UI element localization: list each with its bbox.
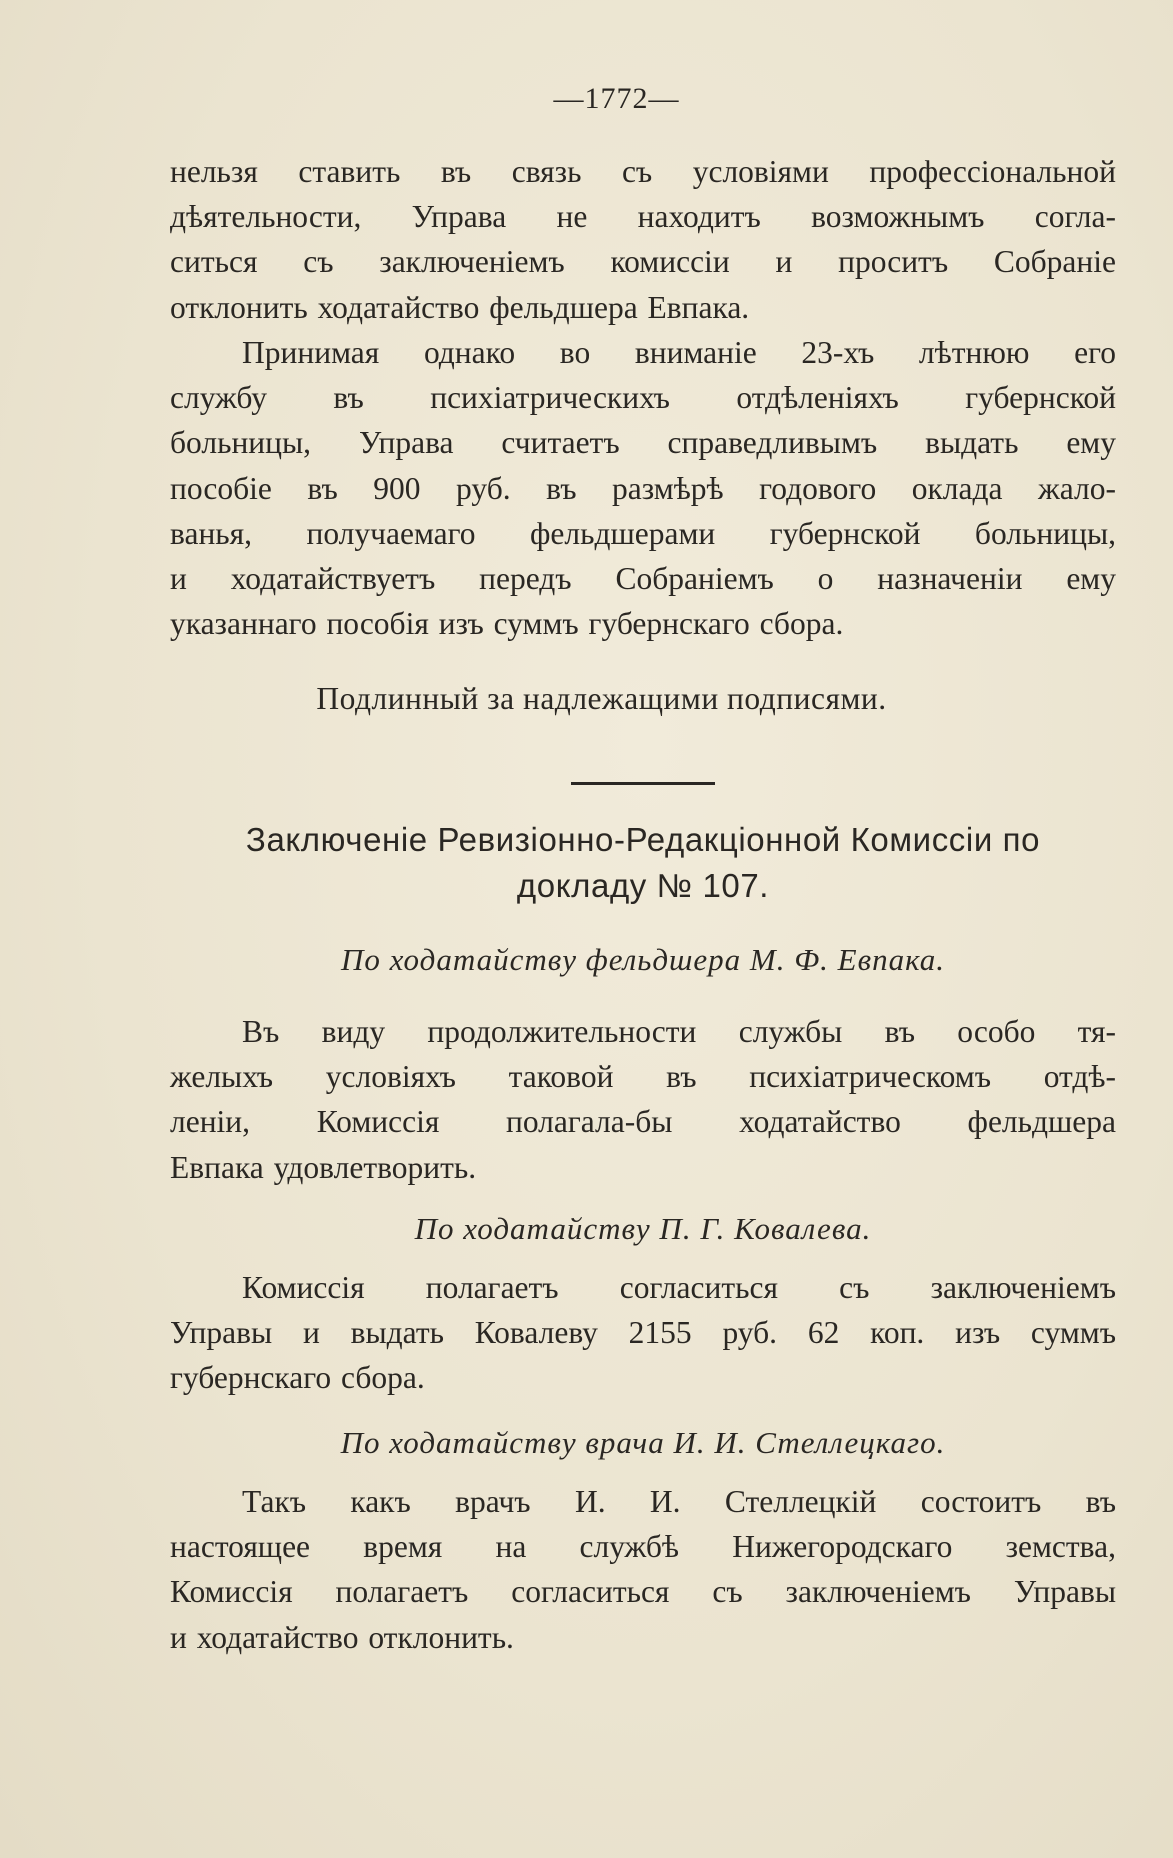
- text-line: ситься съ заключеніемъ комиссіи и проситъ Собраніе: [170, 244, 1116, 280]
- text-line: нельзя ставить въ связь съ условіями профессіональной: [170, 154, 1116, 189]
- text-line: дѣятельности, Управа не находитъ возможнымъ согла-: [170, 199, 1116, 235]
- section-divider: [571, 782, 715, 785]
- text-line: губернскаго сбора.: [170, 1360, 425, 1396]
- text-line: Такъ какъ врачъ И. И. Стеллецкій состоитъ въ: [242, 1484, 1116, 1519]
- text-line: отклонить ходатайство фельдшера Евпака.: [170, 289, 750, 325]
- text-line: Евпака удовлетворить.: [170, 1149, 477, 1185]
- text-line: и ходатайствуетъ передъ Собраніемъ о назначеніи ему: [170, 561, 1116, 597]
- paragraph-allowance: [170, 330, 1116, 646]
- paragraph-stelletsky: [170, 1479, 1116, 1660]
- paragraph-evpak: [170, 1009, 1116, 1190]
- text-line: службу въ психіатрическихъ отдѣленіяхъ губернской: [170, 380, 1116, 416]
- item-title-stelletsky: По ходатайству врача И. И. Стеллецкаго.: [340, 1425, 946, 1460]
- text-line: Комиссія полагаетъ согласиться съ заключеніемъ Управы: [170, 1574, 1116, 1610]
- text-line: леніи, Комиссія полагала-бы ходатайство фельдшера: [170, 1104, 1116, 1140]
- item-title-evpak: По ходатайству фельдшера М. Ф. Евпака.: [340, 942, 946, 977]
- paragraph-uprava-conclusion: [170, 149, 1116, 330]
- signature-note: Подлинный за надлежащими подписями.: [316, 681, 887, 716]
- item-title-kovalev: По ходатайству П. Г. Ковалева.: [414, 1211, 872, 1246]
- text-line: Въ виду продолжительности службы въ особо тя-: [242, 1014, 1116, 1049]
- text-line: указаннаго пособія изъ суммъ губернскаго сбора.: [170, 606, 844, 642]
- text-line: Управы и выдать Ковалеву 2155 руб. 62 коп. изъ суммъ: [170, 1315, 1116, 1351]
- text-line: пособіе въ 900 руб. въ размѣрѣ годового оклада жало-: [170, 470, 1116, 506]
- text-line: и ходатайство отклонить.: [170, 1619, 514, 1655]
- section-heading-line: Заключеніе Ревизіонно-Редакціонной Комиссіи по: [245, 821, 1041, 858]
- text-line: настоящее время на службѣ Нижегородскаго земства,: [170, 1529, 1116, 1565]
- text-line: Комиссія полагаетъ согласиться съ заключеніемъ: [242, 1270, 1116, 1305]
- text-line: больницы, Управа считаетъ справедливымъ выдать ему: [170, 425, 1116, 461]
- section-heading-line: докладу № 107.: [516, 867, 770, 904]
- paragraph-kovalev: [170, 1265, 1116, 1401]
- text-line: желыхъ условіяхъ таковой въ психіатрическомъ отдѣ-: [170, 1059, 1116, 1095]
- text-line: ванья, получаемаго фельдшерами губернской больницы,: [170, 515, 1116, 551]
- page-number: —1772—: [553, 82, 680, 115]
- section-heading: [170, 817, 1116, 909]
- text-line: Принимая однако во вниманіе 23-хъ лѣтнюю его: [242, 335, 1116, 370]
